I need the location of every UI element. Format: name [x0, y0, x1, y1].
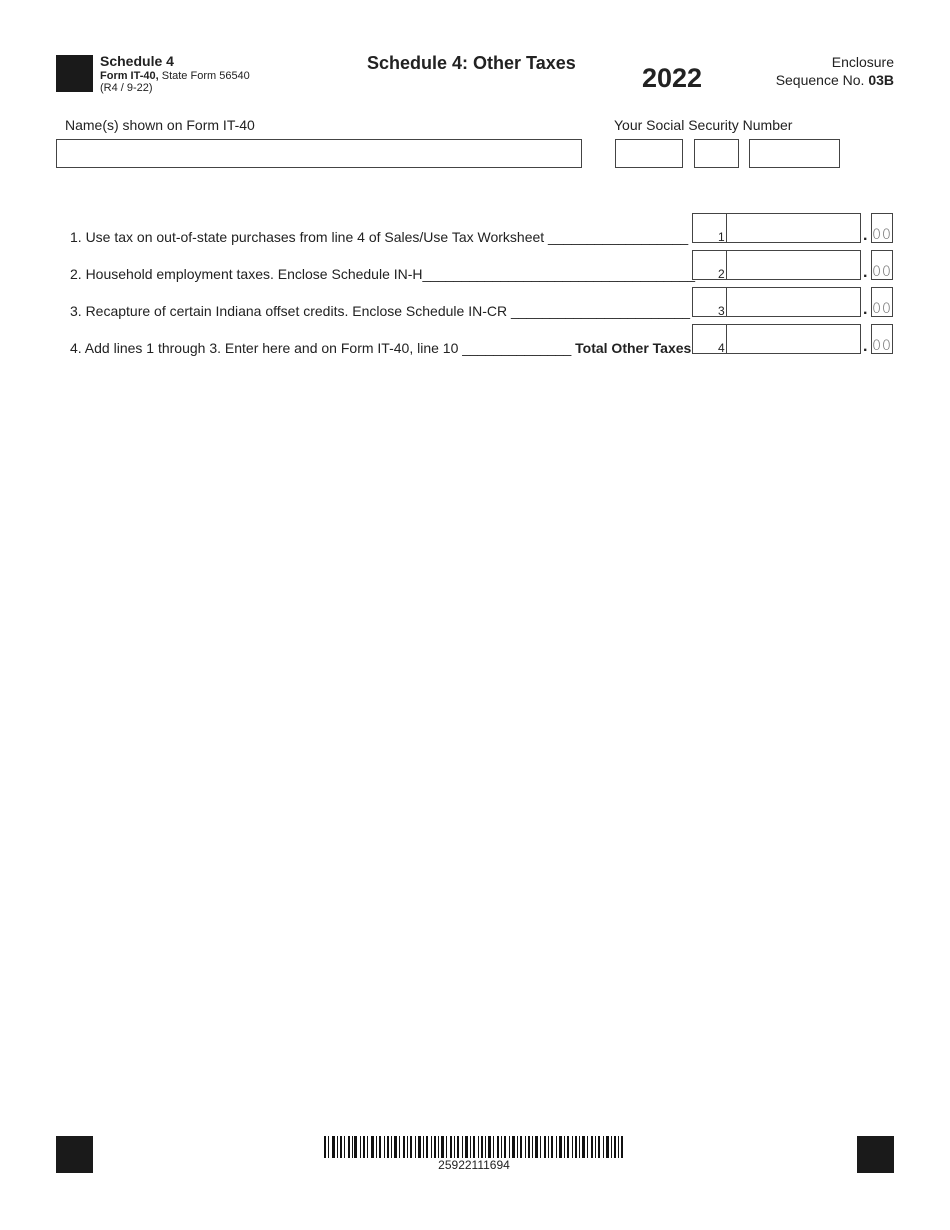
- line-3-amount-input[interactable]: [692, 287, 861, 317]
- form-identifier: [100, 53, 250, 94]
- line-number-1: 1: [718, 230, 725, 244]
- line-4-amount-input[interactable]: [692, 324, 861, 354]
- line-number-4: 4: [718, 341, 725, 355]
- line-1-divider: [726, 214, 727, 242]
- sequence-value: 03B: [868, 72, 894, 88]
- line-1-amount-input[interactable]: [692, 213, 861, 243]
- line-3-text: 3. Recapture of certain Indiana offset credits. Enclose Schedule IN-CR _______________________: [70, 303, 691, 319]
- ssn-input-part-1[interactable]: [615, 139, 683, 168]
- line-2-cents-input[interactable]: 00: [871, 250, 893, 280]
- line-2-description: [70, 266, 695, 282]
- page-title: Schedule 4: Other Taxes: [367, 53, 576, 73]
- corner-mark-bottom-left: [56, 1136, 93, 1173]
- name-label: Name(s) shown on Form IT-40: [65, 117, 255, 133]
- line-2-divider: [726, 251, 727, 279]
- line-1-description: [70, 229, 688, 245]
- sequence-number: [776, 71, 894, 89]
- line-number-2: 2: [718, 267, 725, 281]
- line-3-description: [70, 303, 690, 319]
- line-1-cents-input[interactable]: 00: [871, 213, 893, 243]
- form-revision: (R4 / 9-22): [100, 82, 153, 94]
- sequence-label: Sequence No.: [775, 72, 869, 88]
- line-1-decimal-point: .: [863, 227, 868, 244]
- total-other-taxes-label: Total Other Taxes: [575, 340, 692, 356]
- line-4-divider: [726, 325, 727, 353]
- line-1-text: 1. Use tax on out-of-state purchases from line 4 of Sales/Use Tax Worksheet __________________: [70, 229, 689, 245]
- enclosure-sequence: [776, 53, 894, 89]
- name-input[interactable]: [56, 139, 582, 168]
- barcode-number: 25922111694: [438, 1158, 510, 1172]
- schedule-label: Schedule 4: [100, 53, 174, 69]
- form-number: [100, 70, 250, 82]
- corner-mark-bottom-right: [857, 1136, 894, 1173]
- line-4-cents-input[interactable]: 00: [871, 324, 893, 354]
- corner-mark-top-left: [56, 55, 93, 92]
- line-2-text: 2. Household employment taxes. Enclose Schedule IN-H___________________________________: [70, 266, 696, 282]
- line-4-description: [70, 340, 691, 356]
- barcode: [324, 1136, 624, 1158]
- line-4-decimal-point: .: [863, 338, 868, 355]
- line-number-3: 3: [718, 304, 725, 318]
- line-3-cents-input[interactable]: 00: [871, 287, 893, 317]
- state-form-number: State Form 56540: [158, 70, 250, 82]
- line-3-divider: [726, 288, 727, 316]
- ssn-input-part-2[interactable]: [694, 139, 739, 168]
- line-2-amount-input[interactable]: [692, 250, 861, 280]
- line-3-decimal-point: .: [863, 301, 868, 318]
- form-number-bold: Form IT-40,: [100, 70, 159, 82]
- ssn-input-part-3[interactable]: [749, 139, 840, 168]
- ssn-label: Your Social Security Number: [614, 117, 793, 133]
- enclosure-label: Enclosure: [831, 54, 894, 70]
- line-2-decimal-point: .: [863, 264, 868, 281]
- line-4-text: 4. Add lines 1 through 3. Enter here and on Form IT-40, line 10 ______________: [70, 340, 576, 356]
- tax-year: 2022: [642, 63, 703, 93]
